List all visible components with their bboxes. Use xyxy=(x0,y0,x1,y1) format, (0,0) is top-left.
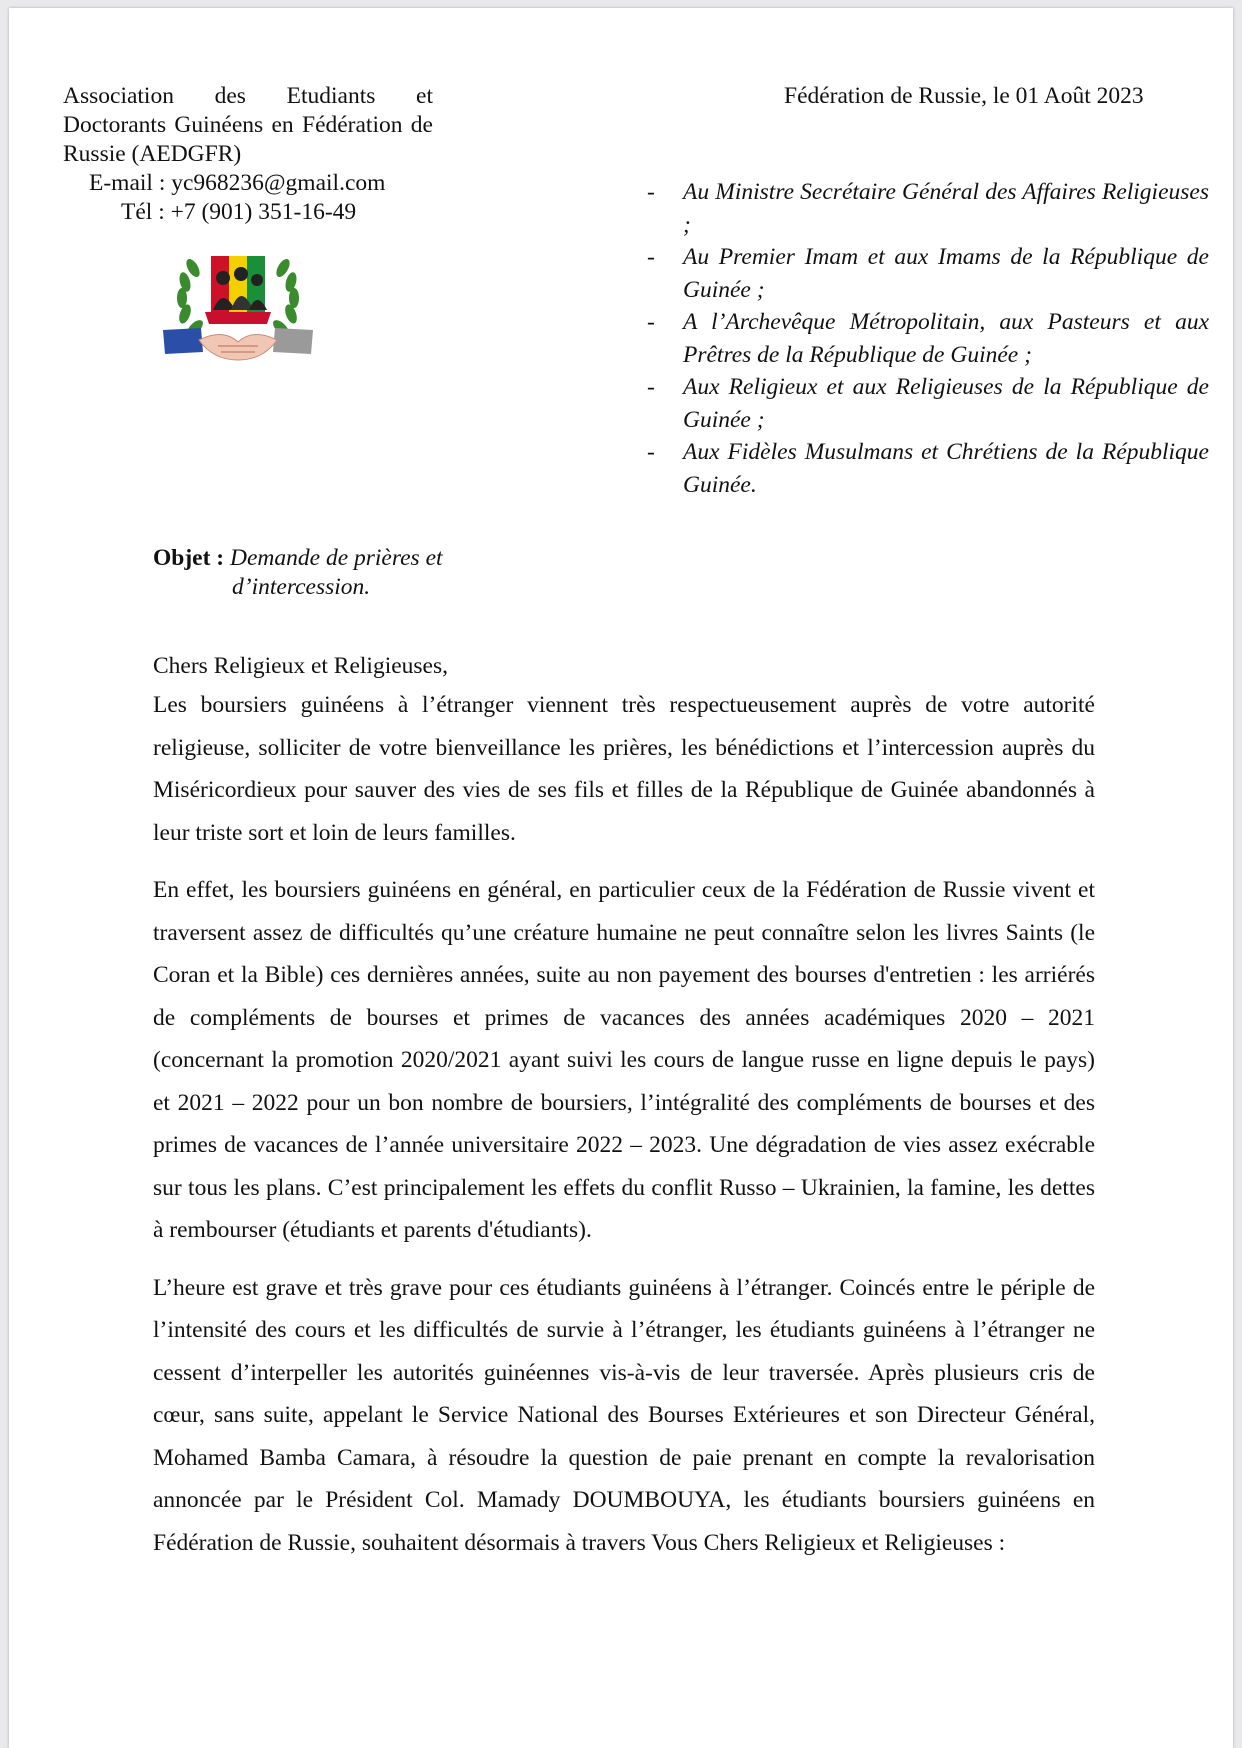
association-logo xyxy=(163,248,313,378)
subject-block xyxy=(153,544,513,602)
sender-email: E-mail : yc968236@gmail.com xyxy=(89,170,386,196)
salutation: Chers Religieux et Religieuses, xyxy=(153,653,449,679)
letter-page xyxy=(9,8,1233,1748)
sender-phone: Tél : +7 (901) 351-16-49 xyxy=(121,199,357,225)
recipient-item: - Au Ministre Secrétaire Général des Affaires Religieuses ; xyxy=(639,176,1209,241)
subject-text-line1: Demande de prières et xyxy=(230,545,443,571)
letter-body xyxy=(153,648,1095,1579)
subject-text-line2: d’intercession. xyxy=(232,574,371,600)
recipient-item: - Aux Fidèles Musulmans et Chrétiens de la République Guinée. xyxy=(639,436,1209,501)
letter-date: Fédération de Russie, le 01 Août 2023 xyxy=(784,83,1144,109)
sender-name: Association des Etudiants et Doctorants Guinéens en Fédération de Russie (AEDGFR) xyxy=(63,83,433,167)
body-paragraph: En effet, les boursiers guinéens en général, en particulier ceux de la Fédération de Russie vivent et traversent assez de difficultés qu’une créature humaine ne peut connaître selon les livres Saints (le Coran et la Bible) ces dernières années, suite au non payement des bourses d'entretien : les arriérés de compléments de bourses et primes de vacances des années académiques 2020 – 2021 (concernant la promotion 2020/2021 ayant suivi les cours de langue russe en ligne depuis le pays) et 2021 – 2022 pour un bon nombre de boursiers, l’intégralité des compléments de bourses et des primes de vacances de l’année universitaire 2022 – 2023. Une dégradation de vies assez exécrable sur tous les plans. C’est principalement les effets du conflit Russo – Ukrainien, la famine, les dettes à rembourser (étudiants et parents d'étudiants). xyxy=(153,877,1095,1243)
sender-block xyxy=(63,82,433,227)
body-paragraph: Les boursiers guinéens à l’étranger viennent très respectueusement auprès de votre autorité religieuse, solliciter de votre bienveillance les prières, les bénédictions et l’intercession auprès du Miséricordieux pour sauver des vies de ses fils et filles de la République de Guinée abandonnés à leur triste sort et loin de leurs familles. xyxy=(153,692,1095,846)
recipients-list xyxy=(639,176,1209,501)
recipient-item: - Aux Religieux et aux Religieuses de la République de Guinée ; xyxy=(639,371,1209,436)
body-paragraph: L’heure est grave et très grave pour ces étudiants guinéens à l’étranger. Coincés entre le périple de l’intensité des cours et les difficultés de survie à l’étranger, les étudiants guinéens à l’étranger ne cessent d’interpeller les autorités guinéennes vis-à-vis de leur traversée. Après plusieurs cris de cœur, sans suite, appelant le Service National des Bourses Extérieures et son Directeur Général, Mohamed Bamba Camara, à résoudre la question de paie prenant en compte la revalorisation annoncée par le Président Col. Mamady DOUMBOUYA, les étudiants boursiers guinéens en Fédération de Russie, souhaitent désormais à travers Vous Chers Religieux et Religieuses : xyxy=(153,1274,1095,1556)
recipient-item: - Au Premier Imam et aux Imams de la République de Guinée ; xyxy=(639,241,1209,306)
subject-label: Objet : xyxy=(153,545,225,571)
recipient-item: - A l’Archevêque Métropolitain, aux Pasteurs et aux Prêtres de la République de Guinée ; xyxy=(639,306,1209,371)
